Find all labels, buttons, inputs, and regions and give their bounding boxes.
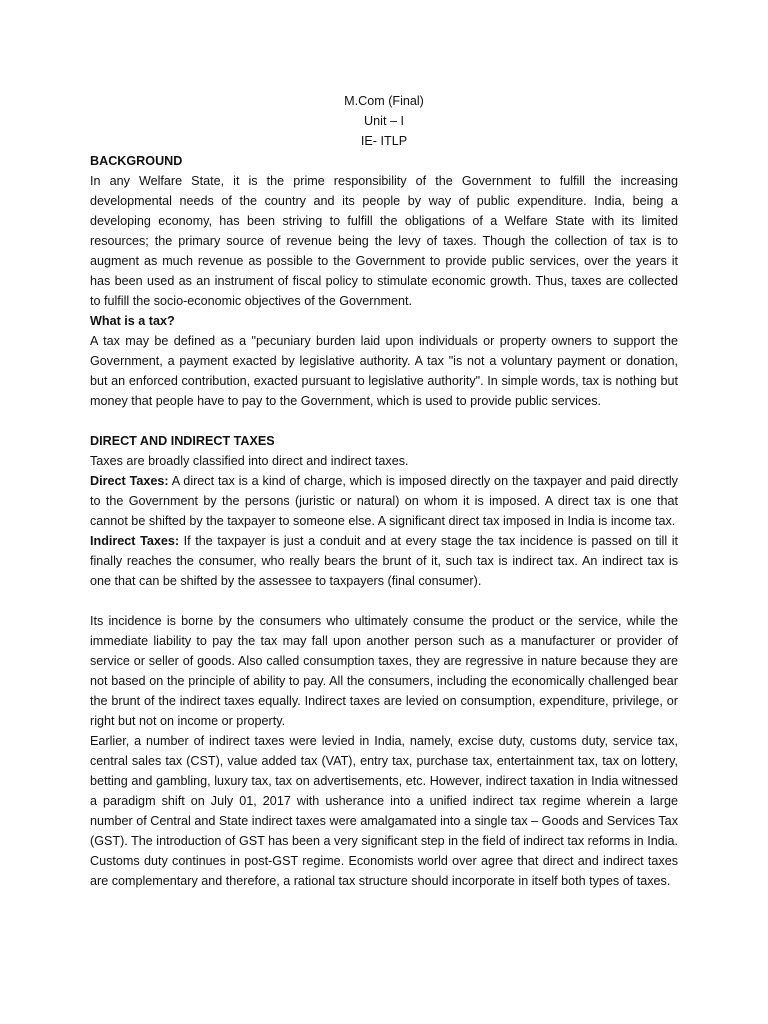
course-title: M.Com (Final) bbox=[344, 94, 424, 108]
subject-code: IE- ITLP bbox=[360, 134, 408, 148]
direct-taxes-term: Direct Taxes: bbox=[90, 474, 169, 488]
direct-taxes-paragraph bbox=[90, 471, 678, 531]
background-heading: BACKGROUND bbox=[90, 154, 183, 168]
direct-indirect-intro: Taxes are broadly classified into direct and indirect taxes. bbox=[90, 454, 409, 468]
spacer bbox=[90, 591, 678, 611]
indirect-taxes-paragraph bbox=[90, 531, 678, 591]
indirect-taxes-text: If the taxpayer is just a conduit and at every stage the tax incidence is passed on till it finally reaches the consumer, who really bears the brunt of it, such tax is indirect tax. An indirect tax is one that can be shifted by the assessee to taxpayers (final consumer). bbox=[90, 534, 679, 588]
incidence-paragraph: Its incidence is borne by the consumers who ultimately consume the product or the service, while the immediate liability to pay the tax may fall upon another person such as a manufacturer or provider of service or seller of goods. Also called consumption taxes, they are regressive in nature because they are not based on the principle of ability to pay. All the consumers, including the economically challenged bear the brunt of the indirect taxes equally. Indirect taxes are levied on consumption, expenditure, privilege, or right but not on income or property. bbox=[90, 614, 678, 728]
spacer bbox=[90, 411, 678, 431]
what-is-tax-paragraph: A tax may be defined as a "pecuniary burden laid upon individuals or property owners to support the Government, a payment exacted by legislative authority. A tax "is not a voluntary payment or donation, but an enforced contribution, exacted pursuant to legislative authority". In simple words, tax is nothing but money that people have to pay to the Government, which is used to provide public services. bbox=[90, 334, 678, 408]
what-is-tax-heading: What is a tax? bbox=[90, 314, 175, 328]
background-paragraph: In any Welfare State, it is the prime responsibility of the Government to fulfill the increasing developmental needs of the country and its people by way of public expenditure. India, being a developing economy, has been striving to fulfill the obligations of a Welfare State with its limited resources; the primary source of revenue being the levy of taxes. Though the collection of tax is to augment as much revenue as possible to the Government to provide public services, over the years it has been used as an instrument of fiscal policy to stimulate economic growth. Thus, taxes are collected to fulfill the socio-economic objectives of the Government. bbox=[90, 174, 678, 308]
earlier-taxes-paragraph: Earlier, a number of indirect taxes were levied in India, namely, excise duty, customs duty, service tax, central sales tax (CST), value added tax (VAT), entry tax, purchase tax, entertainment tax, tax on lottery, betting and gambling, luxury tax, tax on advertisements, etc. However, indirect taxation in India witnessed a paradigm shift on July 01, 2017 with usherance into a unified indirect tax regime wherein a large number of Central and State indirect taxes were amalgamated into a single tax – Goods and Services Tax (GST). The introduction of GST has been a very significant step in the field of indirect tax reforms in India. Customs duty continues in post-GST regime. Economists world over agree that direct and indirect taxes are complementary and therefore, a rational tax structure should incorporate in itself both types of taxes. bbox=[90, 734, 678, 888]
direct-taxes-text: A direct tax is a kind of charge, which is imposed directly on the taxpayer and paid directly to the Government by the persons (juristic or natural) on whom it is imposed. A direct tax is one that cannot be shifted by the taxpayer to someone else. A significant direct tax imposed in India is income tax. bbox=[90, 474, 678, 528]
direct-indirect-heading: DIRECT AND INDIRECT TAXES bbox=[90, 434, 275, 448]
document-page bbox=[90, 91, 678, 891]
unit-label: Unit – I bbox=[364, 114, 404, 128]
indirect-taxes-term: Indirect Taxes: bbox=[90, 534, 180, 548]
